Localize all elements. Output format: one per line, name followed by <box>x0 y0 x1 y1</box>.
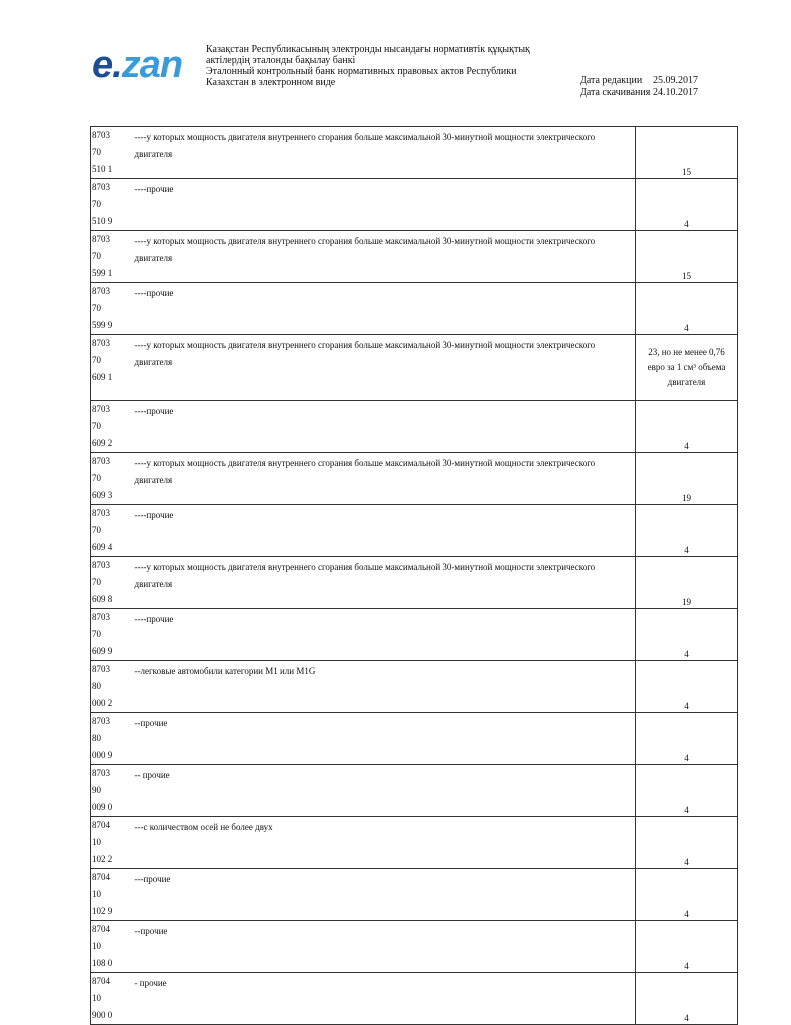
tariff-code-cell <box>91 921 132 973</box>
edition-label: Дата редакции <box>580 75 643 86</box>
tariff-code-cell <box>91 453 132 505</box>
tariff-code-part: 70 <box>92 199 101 209</box>
description-cell: ---с количеством осей не более двух <box>132 817 636 869</box>
tariff-code-cell <box>91 231 132 283</box>
tariff-code-cell <box>91 127 132 179</box>
download-date: 24.10.2017 <box>653 87 698 98</box>
edition-date: 25.09.2017 <box>653 75 698 86</box>
tariff-code-part: 80 <box>92 681 101 691</box>
tariff-code-part: 599 1 <box>92 268 113 278</box>
tariff-code-part: 10 <box>92 837 101 847</box>
description-cell: ----у которых мощность двигателя внутреннего сгорания больше максимальной 30-минутной мощности электрического двигателя <box>132 557 636 609</box>
tariff-code-cell <box>91 713 132 765</box>
header-title-line: Казақстан Республикасының электронды нысандағы нормативтік құқықтық <box>206 44 530 55</box>
tariff-code-part: 8703 <box>92 612 110 622</box>
tariff-code-part: 000 9 <box>92 750 113 760</box>
duty-rate-value: 15 <box>682 271 691 281</box>
duty-rate-value: 4 <box>684 323 689 333</box>
tariff-code-cell <box>91 401 132 453</box>
ezan-logo: e.zan <box>92 44 183 86</box>
description-cell: --прочие <box>132 713 636 765</box>
tariff-code-part: 102 9 <box>92 906 113 916</box>
header-title <box>206 44 566 88</box>
header-meta <box>580 75 698 99</box>
download-label: Дата скачивания <box>580 87 651 98</box>
tariff-code-part: 80 <box>92 733 101 743</box>
description-cell: ----прочие <box>132 609 636 661</box>
tariff-code-part: 000 2 <box>92 698 113 708</box>
tariff-code-part: 10 <box>92 993 101 1003</box>
table-row <box>91 335 738 401</box>
table-row <box>91 283 738 335</box>
tariff-code-part: 510 1 <box>92 164 113 174</box>
tariff-code-part: 8703 <box>92 338 110 348</box>
page-header <box>0 0 791 125</box>
duty-rate-cell <box>636 557 738 609</box>
duty-rate-value: 4 <box>684 909 689 919</box>
tariff-table <box>90 126 738 1025</box>
duty-rate-cell <box>636 335 738 401</box>
tariff-code-part: 70 <box>92 629 101 639</box>
table-row <box>91 661 738 713</box>
duty-rate-cell <box>636 283 738 335</box>
duty-rate-cell <box>636 921 738 973</box>
tariff-code-part: 009 0 <box>92 802 113 812</box>
header-title-line: актілердің эталонды бақылау банкі <box>206 55 356 66</box>
duty-rate-cell <box>636 713 738 765</box>
duty-rate-cell <box>636 401 738 453</box>
duty-rate-value: 4 <box>684 441 689 451</box>
table-row <box>91 973 738 1025</box>
duty-rate-value: 4 <box>684 805 689 815</box>
tariff-code-part: 609 2 <box>92 438 113 448</box>
tariff-code-part: 900 0 <box>92 1010 113 1020</box>
tariff-code-part: 8703 <box>92 768 110 778</box>
tariff-code-cell <box>91 973 132 1025</box>
tariff-code-cell <box>91 609 132 661</box>
tariff-code-part: 70 <box>92 355 101 365</box>
tariff-code-part: 609 8 <box>92 594 113 604</box>
tariff-code-cell <box>91 765 132 817</box>
tariff-code-part: 8703 <box>92 456 110 466</box>
table-row <box>91 921 738 973</box>
tariff-code-part: 8703 <box>92 130 110 140</box>
tariff-code-cell <box>91 179 132 231</box>
tariff-code-cell <box>91 661 132 713</box>
description-cell: ---прочие <box>132 869 636 921</box>
tariff-code-part: 609 9 <box>92 646 113 656</box>
tariff-code-part: 8704 <box>92 976 110 986</box>
tariff-code-part: 70 <box>92 525 101 535</box>
tariff-code-cell <box>91 505 132 557</box>
table-row <box>91 505 738 557</box>
description-cell: --легковые автомобили категории М1 или М1G <box>132 661 636 713</box>
tariff-code-cell <box>91 283 132 335</box>
duty-rate-value: 23, но не менее 0,76 евро за 1 см³ объема двигателя <box>647 347 726 387</box>
description-cell: ----у которых мощность двигателя внутреннего сгорания больше максимальной 30-минутной мощности электрического двигателя <box>132 335 636 401</box>
duty-rate-cell <box>636 127 738 179</box>
duty-rate-value: 4 <box>684 701 689 711</box>
tariff-code-part: 102 2 <box>92 854 113 864</box>
duty-rate-value: 4 <box>684 753 689 763</box>
duty-rate-cell <box>636 179 738 231</box>
duty-rate-cell <box>636 609 738 661</box>
table-row <box>91 609 738 661</box>
table-row <box>91 713 738 765</box>
description-cell: ----у которых мощность двигателя внутреннего сгорания больше максимальной 30-минутной мощности электрического двигателя <box>132 127 636 179</box>
tariff-code-part: 599 9 <box>92 320 113 330</box>
duty-rate-cell <box>636 661 738 713</box>
tariff-code-part: 90 <box>92 785 101 795</box>
tariff-code-part: 108 0 <box>92 958 113 968</box>
table-row <box>91 817 738 869</box>
tariff-code-part: 8703 <box>92 404 110 414</box>
duty-rate-cell <box>636 453 738 505</box>
tariff-code-cell <box>91 817 132 869</box>
table-row <box>91 453 738 505</box>
table-row <box>91 557 738 609</box>
tariff-code-part: 8704 <box>92 924 110 934</box>
duty-rate-value: 4 <box>684 961 689 971</box>
duty-rate-value: 4 <box>684 219 689 229</box>
description-cell: --прочие <box>132 921 636 973</box>
description-cell: -- прочие <box>132 765 636 817</box>
tariff-code-part: 10 <box>92 889 101 899</box>
table-row <box>91 179 738 231</box>
duty-rate-cell <box>636 973 738 1025</box>
header-title-line: Казахстан в электронном виде <box>206 77 336 88</box>
duty-rate-cell <box>636 765 738 817</box>
duty-rate-value: 4 <box>684 545 689 555</box>
description-cell: ----прочие <box>132 505 636 557</box>
description-cell: - прочие <box>132 973 636 1025</box>
table-row <box>91 401 738 453</box>
table-row <box>91 231 738 283</box>
tariff-code-part: 8703 <box>92 508 110 518</box>
header-title-line: Эталонный контрольный банк нормативных правовых актов Республики <box>206 66 517 77</box>
tariff-code-part: 8703 <box>92 664 110 674</box>
tariff-code-part: 8703 <box>92 182 110 192</box>
tariff-code-part: 70 <box>92 577 101 587</box>
tariff-code-part: 70 <box>92 303 101 313</box>
tariff-code-part: 70 <box>92 421 101 431</box>
tariff-code-part: 8703 <box>92 716 110 726</box>
duty-rate-cell <box>636 817 738 869</box>
tariff-code-part: 70 <box>92 473 101 483</box>
tariff-code-part: 609 4 <box>92 542 113 552</box>
tariff-code-part: 510 9 <box>92 216 113 226</box>
description-cell: ----у которых мощность двигателя внутреннего сгорания больше максимальной 30-минутной мощности электрического двигателя <box>132 231 636 283</box>
tariff-code-part: 609 1 <box>92 372 113 382</box>
description-cell: ----прочие <box>132 283 636 335</box>
table-row <box>91 765 738 817</box>
duty-rate-cell <box>636 231 738 283</box>
tariff-code-part: 8703 <box>92 286 110 296</box>
tariff-code-part: 70 <box>92 147 101 157</box>
table-row <box>91 869 738 921</box>
tariff-code-part: 8703 <box>92 560 110 570</box>
description-cell: ----прочие <box>132 401 636 453</box>
description-cell: ----прочие <box>132 179 636 231</box>
tariff-code-part: 10 <box>92 941 101 951</box>
tariff-code-cell <box>91 557 132 609</box>
table-row <box>91 127 738 179</box>
tariff-code-cell <box>91 335 132 401</box>
duty-rate-value: 4 <box>684 649 689 659</box>
tariff-code-part: 70 <box>92 251 101 261</box>
tariff-code-part: 8704 <box>92 820 110 830</box>
duty-rate-value: 19 <box>682 493 691 503</box>
duty-rate-cell <box>636 505 738 557</box>
duty-rate-value: 15 <box>682 167 691 177</box>
tariff-code-part: 8703 <box>92 234 110 244</box>
duty-rate-cell <box>636 869 738 921</box>
description-cell: ----у которых мощность двигателя внутреннего сгорания больше максимальной 30-минутной мощности электрического двигателя <box>132 453 636 505</box>
tariff-code-part: 609 3 <box>92 490 113 500</box>
tariff-code-cell <box>91 869 132 921</box>
duty-rate-value: 4 <box>684 1013 689 1023</box>
duty-rate-value: 4 <box>684 857 689 867</box>
duty-rate-value: 19 <box>682 597 691 607</box>
tariff-code-part: 8704 <box>92 872 110 882</box>
